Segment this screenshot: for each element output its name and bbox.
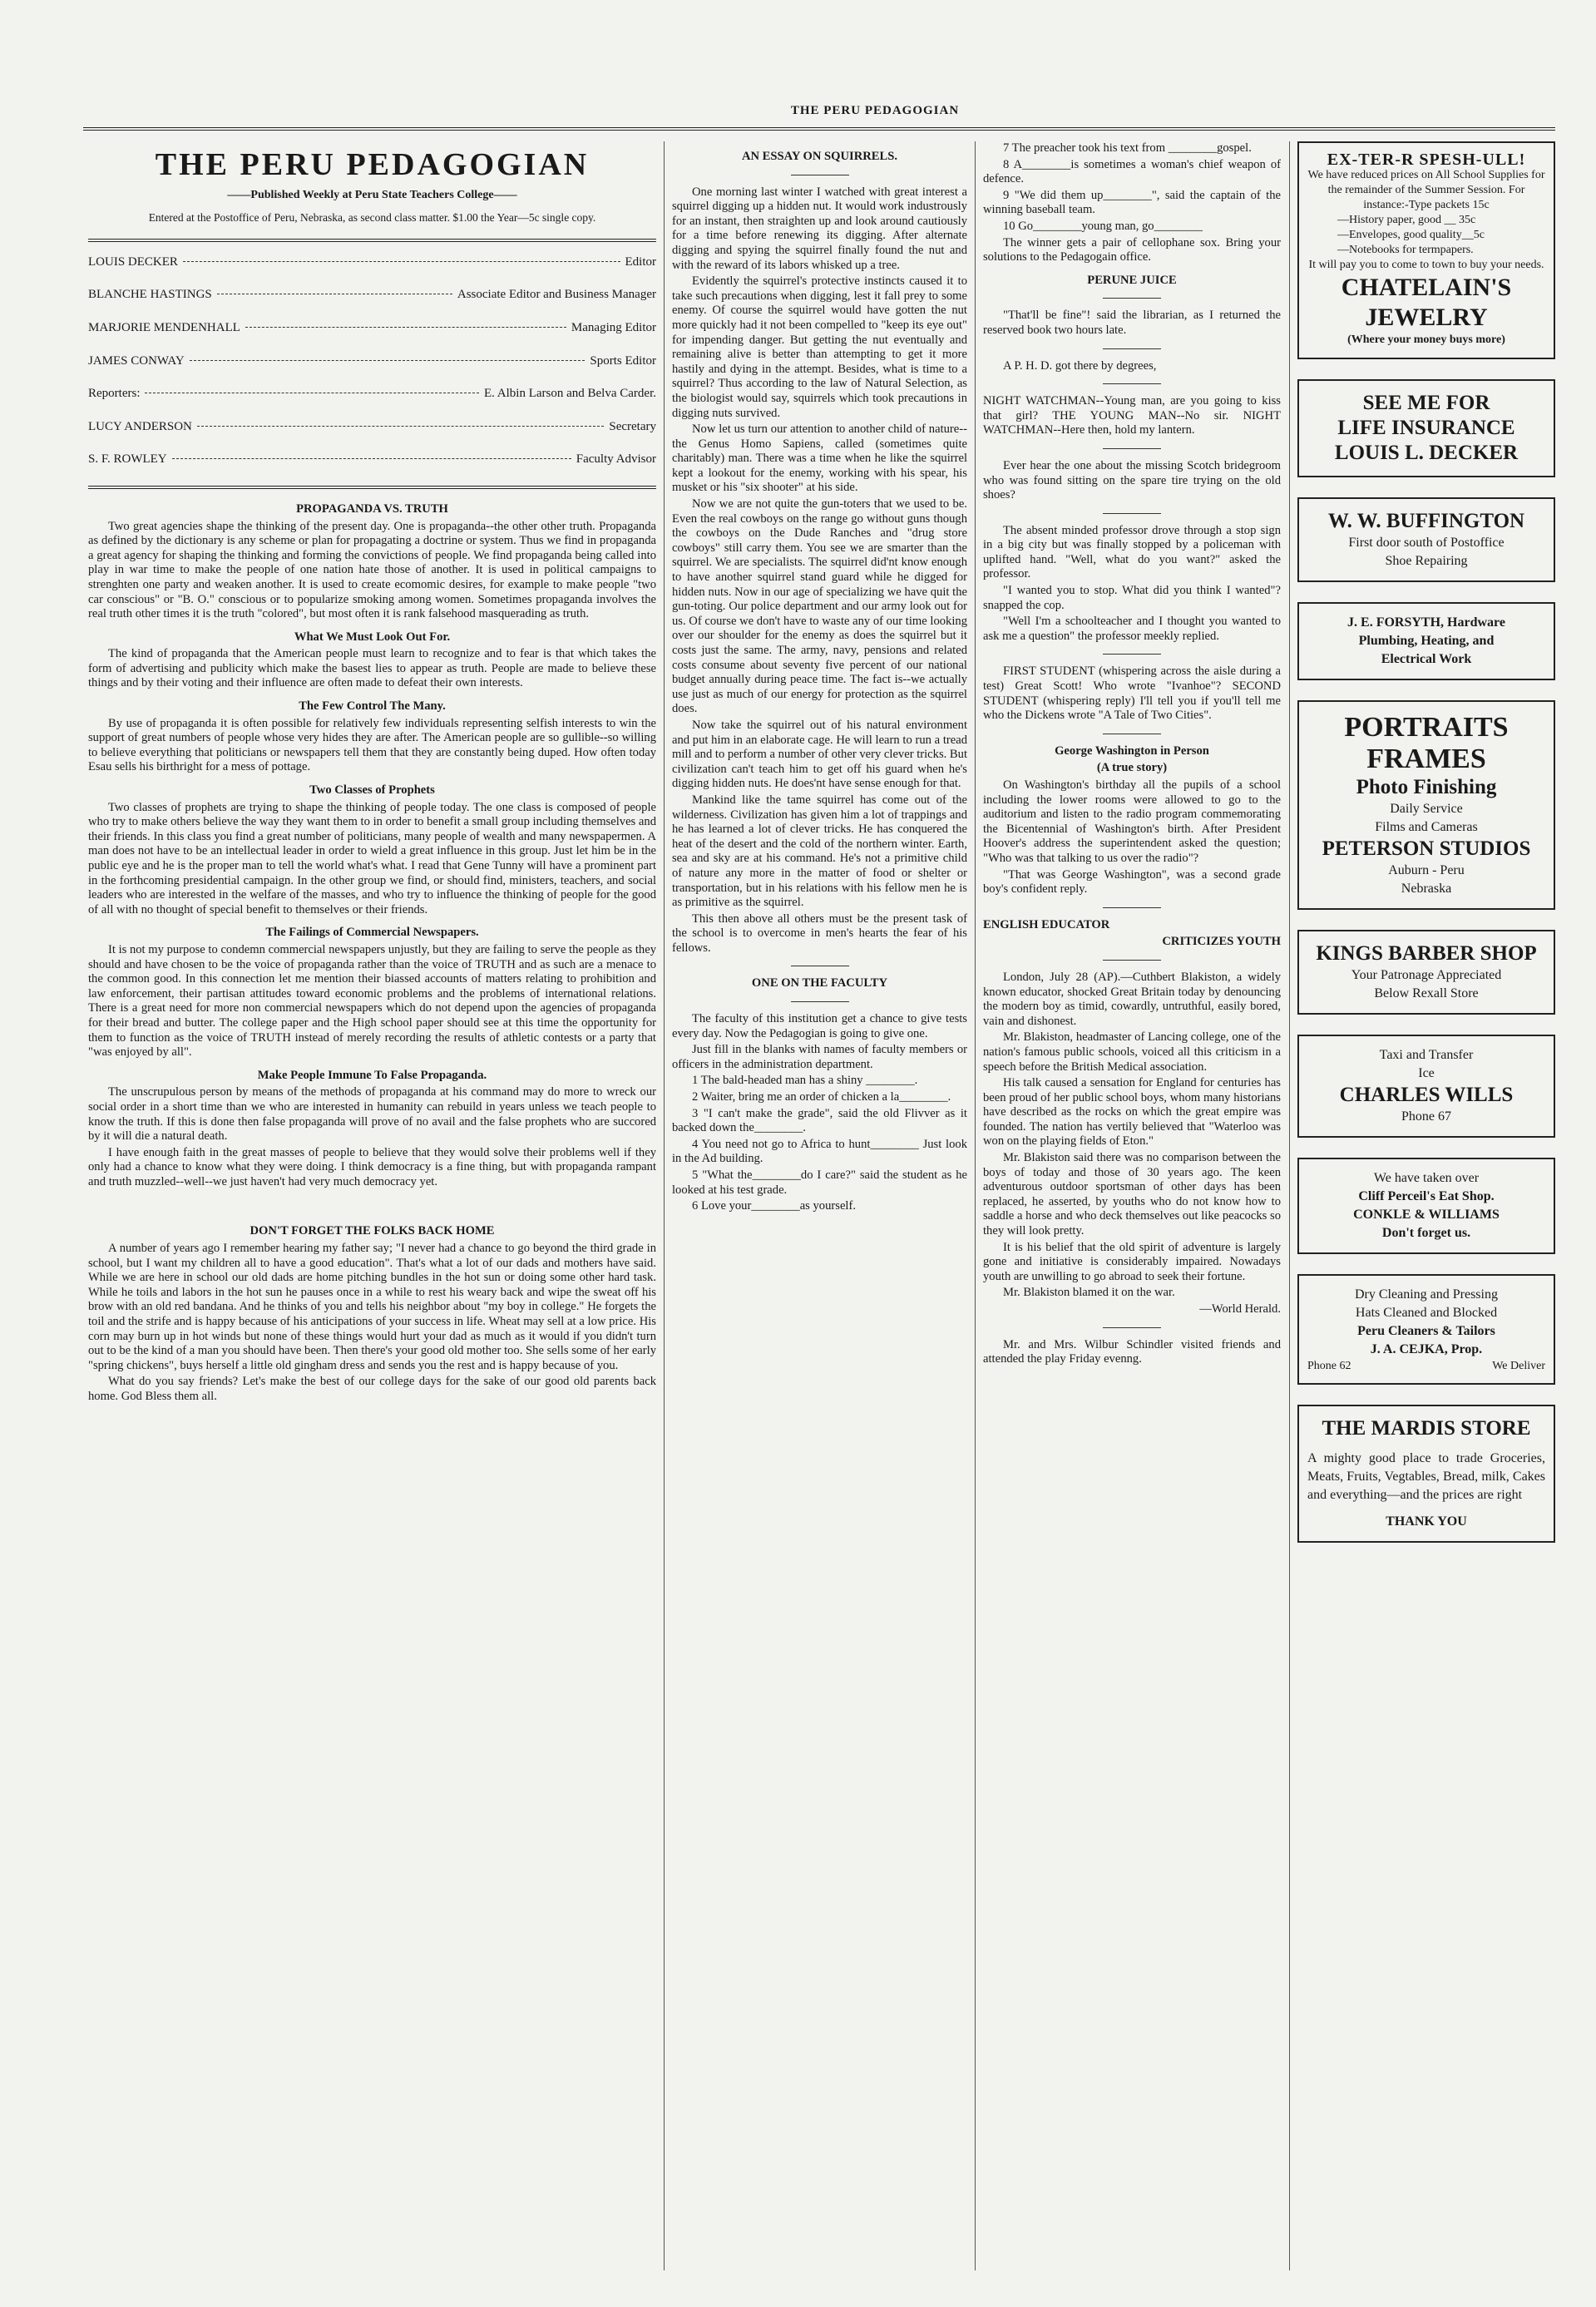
ad-shop-name: KINGS BARBER SHOP (1316, 941, 1537, 965)
staff-row (88, 387, 656, 402)
ad-text: Electrical Work (1381, 651, 1472, 666)
staff-role: Faculty Advisor (576, 452, 656, 467)
column-rule (1289, 141, 1290, 2270)
column-3 (983, 141, 1281, 1369)
ad-text: FRAMES (1366, 743, 1486, 774)
divider (1103, 348, 1161, 349)
quiz-item: 2 Waiter, bring me an order of chicken a la________. (692, 1090, 951, 1104)
quiz-item: 10 Go________young man, go________ (1003, 219, 1203, 233)
running-head: THE PERU PEDAGOGIAN (790, 104, 960, 117)
ad-text: PORTRAITS (1344, 711, 1509, 743)
ad-shop-name: W. W. BUFFINGTON (1327, 509, 1525, 532)
divider (1103, 960, 1161, 961)
article-paragraph: Now take the squirrel out of his natural environment and put him in an elaborate cage. He will learn to run a tread mill and to perform a number of other very clever tricks. But civilization can't teach him to get off his guard when he's digging hidden nuts. He does'nt have sense enough for that. (672, 718, 967, 791)
ad-text: We have reduced prices on All School Supplies for the remainder of the Summer Session. For instance:-Type packets 15c (1307, 168, 1545, 211)
article-subtitle: (A true story) (1096, 761, 1168, 775)
column-2 (672, 141, 967, 1216)
ad-mardis (1297, 1405, 1555, 1543)
ad-text: Auburn - Peru (1388, 862, 1465, 877)
staff-role: Managing Editor (571, 320, 656, 334)
quiz-item: 6 Love your________as yourself. (692, 1199, 856, 1213)
joke: A P. H. D. got there by degrees, (1003, 358, 1157, 373)
staff-row (88, 255, 656, 270)
section-heading: What We Must Look Out For. (294, 630, 451, 644)
ad-text: J. E. FORSYTH, Hardware (1347, 615, 1505, 630)
article-paragraph: Mr. Blakiston blamed it on the war. (1003, 1286, 1175, 1300)
article-headline-line2: CRITICIZES YOUTH (1162, 935, 1281, 949)
ad-text: Dry Cleaning and Pressing (1355, 1287, 1498, 1302)
ad-text: —Envelopes, good quality__5c (1337, 228, 1485, 241)
quiz-item: 4 You need not go to Africa to hunt________ Just look in the Ad building. (672, 1137, 967, 1166)
article-paragraph: The unscrupulous person by means of the methods of propaganda at his command may do more to wreck our social order in a short time than we who are interested in humanity can rebuild in years unless we teach people to know the truth. If this is done then false propaganda will prove of no avail and the false prophets who are succored by it will die a natural death. (88, 1085, 656, 1144)
ad-text: SEE ME FOR (1362, 391, 1490, 414)
quiz-item: 8 A________is sometimes a woman's chief weapon of defence. (983, 157, 1281, 186)
article-paragraph: Just fill in the blanks with names of faculty members or officers in the administration department. (672, 1043, 967, 1071)
article-paragraph: Now let us turn our attention to another child of nature--the Genus Homo Sapiens, called (sometimes quite charitably) man. There was a time when he like the squirrel kept a lookout for the enemy, working with his spear, his musket or his "six shooter" at his side. (672, 422, 967, 495)
article-headline: George Washington in Person (1055, 743, 1209, 758)
joke: "That'll be fine"! said the librarian, as I returned the reserved book two hours late. (983, 309, 1281, 337)
ad-text: Photo Finishing (1356, 775, 1497, 798)
staff-row (88, 420, 656, 435)
ad-text: Don't forget us. (1381, 1225, 1471, 1240)
ad-barber (1297, 930, 1555, 1015)
article-paragraph: Mr. Blakiston, headmaster of Lancing college, one of the nation's famous public schools, voiced all this criticism in a speech before the British Medical association. (983, 1030, 1281, 1074)
staff-name: LOUIS DECKER (88, 254, 178, 269)
ad-text: Phone 67 (1401, 1109, 1451, 1124)
ad-text: Plumbing, Heating, and (1358, 633, 1495, 648)
divider (1103, 383, 1161, 384)
article-headline: PERUNE JUICE (1087, 273, 1177, 287)
article-paragraph: On Washington's birthday all the pupils of a school including the lower rooms were allowed to go to the auditorium and listen to the radio program commemorating the Bicentennial of Washington's birth. After President Hoover's address the superintendent asked the question; "Who was that talking to us over the radio"? (983, 778, 1281, 865)
joke: "I wanted you to stop. What did you think I wanted"? snapped the cop. (983, 584, 1281, 612)
quiz-item: 5 "What the________do I care?" said the student as he looked at his test grade. (672, 1168, 967, 1197)
ad-forsyth (1297, 602, 1555, 680)
section-heading: Two Classes of Prophets (309, 783, 435, 798)
ads-column (1297, 141, 1555, 1563)
ad-text: —History paper, good __ 35c (1337, 213, 1476, 226)
divider (88, 486, 656, 489)
article-paragraph: Now we are not quite the gun-toters that we used to be. Even the real cowboys on the range go without guns though the cowboys on the Dude Ranches and "drug store cowboys" still carry them. You see we are smarter than the squirrel. We are specialists. The squirrel did'nt know enough to have another squirrel stand guard while he digged for hidden nuts. Now in our age of specializing we have quit the gun-toting. Our police department and our army look out for us. Of course we don't have to waste any of our time looking over our shoulder for the enemy as does the squirrel but it costs just the same. The army, navy, pensions and related costs consume about seventy five percent of our national budget annually during peace time. The fact is--we actually use just as much of our energy for protection as the squirrel does. (672, 497, 967, 716)
ad-text: LOUIS L. DECKER (1334, 441, 1519, 464)
staff-role: Sports Editor (590, 353, 656, 368)
joke: NIGHT WATCHMAN--Young man, are you going to kiss that girl? THE YOUNG MAN--No sir. NIGHT WATCHMAN--Here then, hold my lantern. (983, 394, 1281, 437)
article-paragraph: It is his belief that the old spirit of adventure is largely gone and initiative is considerably impaired. Nowadays youth are unwilling to go abroad to seek their fortune. (983, 1240, 1281, 1283)
masthead-published: ——Published Weekly at Peru State Teachers College—— (227, 188, 517, 201)
ad-text: Films and Cameras (1375, 819, 1478, 834)
divider (1103, 654, 1161, 655)
article-headline: ONE ON THE FACULTY (751, 976, 888, 990)
divider (791, 1001, 849, 1002)
article-headline: ENGLISH EDUCATOR (983, 917, 1110, 931)
ad-text: Peru Cleaners & Tailors (1357, 1323, 1495, 1338)
article-paragraph: Mr. Blakiston said there was no comparison between the boys of today and those of 30 years ago. The keen adventurous outdoor sportsman of other days has been replaced, he asserted, by youths who do not know how to saddle a horse and who deck themselves out like peacocks so they will look pretty. (983, 1151, 1281, 1238)
ad-shop-name: CONKLE & WILLIAMS (1353, 1207, 1500, 1222)
column-rule (664, 141, 665, 2270)
ad-text: We have taken over (1373, 1170, 1480, 1185)
article-paragraph: A number of years ago I remember hearing my father say; "I never had a chance to go beyond the third grade in school, but I want my children all to have a good education". That's what a lot of our dads and mothers have said. While we are here in school our old dads are home pitching bundles in the hot sun or doing some other hard task. While he toils and labors in the hot sun he pauses once in a while to rest his weary back and wipe the sweat off his brow with an old red bandana. And he thinks of you and tells his neighbor about "my boy in college." He forgets the toil and the strife and is happy because of his anticipations of your success in life. Wheat may sell at a low price. His corn may burn up in hot winds but none of these things would hurt your dad as much as it would if you didn't turn out to be the kind of a man you should have been. Then there's your good old mother too. She sells some of her early "spring chickens", buys herself a little old gingham dress and sends you the rest and is happy because of you. (88, 1242, 656, 1372)
article-paragraph: "That was George Washington", was a second grade boy's confident reply. (983, 867, 1281, 897)
article-paragraph: This then above all others must be the present task of the school is to overcome in men's hearts the fear of his fellows. (672, 911, 967, 955)
staff-name: LUCY ANDERSON (88, 419, 192, 433)
divider (88, 239, 656, 242)
article-paragraph: Mr. and Mrs. Wilbur Schindler visited friends and attended the play Friday evenng. (983, 1337, 1281, 1366)
ad-chatelain (1297, 141, 1555, 359)
article-headline: DON'T FORGET THE FOLKS BACK HOME (250, 1224, 495, 1238)
section-heading: The Failings of Commercial Newspapers. (265, 926, 479, 940)
divider (1103, 298, 1161, 299)
staff-name: S. F. ROWLEY (88, 452, 167, 467)
article-headline: PROPAGANDA VS. TRUTH (296, 501, 448, 516)
staff-name: JAMES CONWAY (88, 353, 185, 368)
article-paragraph: What do you say friends? Let's make the best of our college days for the sake of our good old parents back home. God Bless them all. (88, 1375, 656, 1403)
article-paragraph: I have enough faith in the great masses of people to believe that they would solve their problems well if they only had a chance to know what they were doing. I think democracy is a fine thing, but with propaganda rampant and truth muzzled--well--we just haven't had very much democracy yet. (88, 1145, 656, 1188)
ad-text: Nebraska (1401, 881, 1452, 896)
quiz-item: 3 "I can't make the grade", said the old Flivver as it backed down the________. (672, 1106, 967, 1135)
joke: The absent minded professor drove through a stop sign in a big city but was finally stopped by a policeman with uplifted hand. "Well, what do you want?" asked the professor. (983, 523, 1281, 581)
staff-name: MARJORIE MENDENHALL (88, 320, 240, 334)
ad-text: LIFE INSURANCE (1337, 416, 1515, 439)
article-source: —World Herald. (1199, 1302, 1281, 1316)
staff-name: Reporters: (88, 387, 141, 401)
staff-role: Editor (625, 254, 656, 269)
newspaper-page (83, 96, 1555, 2275)
ad-conkle (1297, 1158, 1555, 1254)
ad-text: —Notebooks for termpapers. (1337, 243, 1474, 256)
ad-title: EX-TER-R SPESH-ULL! (1327, 151, 1526, 169)
ad-wills (1297, 1035, 1555, 1138)
staff-list (88, 255, 656, 467)
article-paragraph: His talk caused a sensation for England for centuries has been proud of her public school boys, whom many historians have described as the rocks on which the great empire was founded. The nation has vertily believed that "Waterloo was won on the playing fields of Eton." (983, 1076, 1281, 1149)
ad-cejka (1297, 1274, 1555, 1386)
article-paragraph: Two great agencies shape the thinking of the present day. One is propaganda--the other other truth. Propaganda as defined by the dictionary is any scheme or plan for propagating a doctrine or system. Thus we find in propaganda a great agency for shaping the thinking and forming the convictions of people. We find propaganda being called into play in war time to make the people of one nation hate those of another. It is used in political campaigns to strenghten one party and weaken another. It is used to create ecomomic desires, for example to make people "two car conscious" or "B. O." conscious or to popularize smoking among women. Sometimes propaganda involves the real truth other times it is the truth "colored", but most often it is rank falsehood masquerading as truth. (88, 519, 656, 621)
ad-shop-name: PETERSON STUDIOS (1322, 837, 1531, 860)
ad-phone: Phone 62 (1307, 1359, 1351, 1372)
ad-shop-name: THE MARDIS STORE (1322, 1417, 1531, 1440)
ad-shop-name: CHARLES WILLS (1339, 1083, 1514, 1106)
ad-text: Taxi and Transfer (1379, 1047, 1474, 1062)
section-heading: The Few Control The Many. (299, 699, 446, 714)
article-paragraph: London, July 28 (AP).—Cuthbert Blakiston, a widely known educator, shocked Great Britain today by denouncing the modern boy as timid, cowardly, untruthful, easily bored, vain and dishonest. (983, 970, 1281, 1028)
ad-text: Below Rexall Store (1374, 986, 1479, 1000)
article-paragraph: It is not my purpose to condemn commercial newspapers unjustly, but they are failing to serve the people as they should and have chosen to be the voice of propaganda rather than the voice of TRUTH and as such are a menace to the common good. In this connection let me mention their biassed accounts of matters relating to prohibition and law enforcement, their partisan attitudes toward economic problems and the problems of international relations. There is a great need for more non commercial newspapers which do not depend upon the agencies of propaganda for their bread and butter. The college paper and the High school paper should see at this time the opportunity for them to function as the voice of TRUTH instead of merely recording the results of athletic contests or a party that "was enjoyed by all". (88, 942, 656, 1060)
article-paragraph: By use of propaganda it is often possible for relatively few individuals representing selfish interests to win the support of great numbers of people whose very hides they are after. The American people are so gullible--so willing to believe everything that politicians or newspapers tell them that they are constantly being duped. How often today Esau sells his birthright for a mess of pottage. (88, 716, 656, 774)
ad-text: Shoe Repairing (1385, 553, 1468, 568)
ad-text: A mighty good place to trade Groceries, Meats, Fruits, Vegtables, Bread, milk, Cakes and everything—and the prices are right (1307, 1451, 1545, 1503)
staff-row (88, 288, 656, 303)
quiz-item: 1 The bald-headed man has a shiny ________. (692, 1074, 918, 1088)
ad-text: First door south of Postoffice (1348, 535, 1505, 550)
staff-role: Associate Editor and Business Manager (457, 288, 656, 302)
ad-text: It will pay you to come to town to buy your needs. (1308, 258, 1544, 271)
ad-text: Your Patronage Appreciated (1351, 967, 1502, 982)
ad-text: Hats Cleaned and Blocked (1355, 1305, 1498, 1320)
ad-text: J. A. CEJKA, Prop. (1370, 1341, 1483, 1356)
ad-text: Ice (1418, 1065, 1435, 1080)
staff-row (88, 354, 656, 369)
joke: FIRST STUDENT (whispering across the aisle during a test) Great Scott! Who wrote "Ivanhoe"? SECOND STUDENT (whispering reply) I'll tell you if you'll tell me who the Dickens wrote "A Tale of Two Cities". (983, 664, 1281, 723)
divider (1103, 448, 1161, 449)
article-headline: AN ESSAY ON SQUIRRELS. (741, 150, 898, 163)
ad-peterson (1297, 700, 1555, 910)
article-paragraph: Mankind like the tame squirrel has come out of the wilderness. Civilization has given him a lot of trappings and he has learned a lot of clever tricks. He has conquered the heat of the desert and the cold of the northern winter. Earth, sea and sky are at his command. He's not a primitive child of nature any more in the matter of food or shelter or transportation, but in his relations with his fellow men he is as primitive as the squirrel. (672, 793, 967, 910)
ad-tagline: (Where your money buys more) (1347, 333, 1505, 346)
ad-shop-name: JEWELRY (1365, 303, 1488, 331)
staff-role: Secretary (609, 419, 656, 433)
masthead-entry: Entered at the Postoffice of Peru, Nebraska, as second class matter. $1.00 the Year—5c single copy. (148, 211, 596, 225)
ad-row (1307, 1359, 1545, 1374)
ad-text: THANK YOU (1386, 1514, 1467, 1529)
quiz-item: The winner gets a pair of cellophane sox. Bring your solutions to the Pedagogain office. (983, 235, 1281, 264)
divider (1103, 513, 1161, 514)
staff-row (88, 321, 656, 336)
ad-buffington (1297, 497, 1555, 582)
joke: "Well I'm a schoolteacher and I thought you wanted to ask me a question" the professor meekly replied. (983, 615, 1281, 643)
top-rule (83, 127, 1555, 131)
joke: Ever hear the one about the missing Scotch bridegroom who was found sitting on the spare tire trying on the old shoes? (983, 458, 1281, 502)
column-rule (975, 141, 976, 2270)
ad-shop-name: CHATELAIN'S (1341, 273, 1512, 301)
ad-insurance (1297, 379, 1555, 477)
divider (1103, 907, 1161, 908)
article-paragraph: Two classes of prophets are trying to shape the thinking of people today. The one class is composed of people who try to make others believe the way they want them to in order to benefit a small group including themselves and their friends. In this class you find a great number of politicians, many people of wealth and many newspapermen. A man does not have to be an intellectual leader in order to wield a great influence in this group. Just let him be in the public eye and he is the proper man to tell the world what's what. I read that Gene Tunny will have a prominent part in the forthcoming presidential campaign. In the other group we find, or should find, ministers, teachers, and social leaders who are interested in the welfare of the masses, and who try to influence the thinking of people for the good of all with no thought of special benefit to themselves or their friends. (88, 800, 656, 916)
article-paragraph: One morning last winter I watched with great interest a squirrel digging up a hidden nut. It would work industrously for an instant, then straighten up and look around cautiously for a time before renewing its digging. After alternate digging and spying the squirrel finally found the nut and with the reward of its labors whisked up a tree. (672, 185, 967, 272)
masthead-title: THE PERU PEDAGOGIAN (155, 147, 590, 182)
ad-text: Cliff Perceil's Eat Shop. (1358, 1188, 1495, 1203)
staff-name: BLANCHE HASTINGS (88, 288, 212, 302)
article-paragraph: Evidently the squirrel's protective instincts caused it to take such precautions when digging, lest it fall prey to some enemy. Of course the squirrel would have gotten the nut more quickly had it not been compelled to "keep its eye out" for impending danger. But getting the nut eventually and remaining alive is better than attempting to get it more hastily and dying in the attempt. Besides, what is time to a squirrel? Thus according to the law of Natural Selection, as the biologist would say, squirrels which took precautions in digging nuts survived. (672, 274, 967, 420)
divider (1103, 1327, 1161, 1328)
quiz-item: 7 The preacher took his text from ________gospel. (1003, 141, 1252, 155)
article-paragraph: The kind of propaganda that the American people must learn to recognize and to fear is that which takes the form of advertising and publicity which make the basest lies to appear as truth. People are made to believe these things and by their voting and their influence are often made to defeat their own interests. (88, 647, 656, 690)
ad-text: We Deliver (1492, 1359, 1545, 1372)
column-1 (88, 141, 656, 1406)
quiz-item: 9 "We did them up________", said the captain of the winning baseball team. (983, 188, 1281, 217)
staff-role: E. Albin Larson and Belva Carder. (483, 387, 656, 401)
staff-row (88, 452, 656, 467)
section-heading: Make People Immune To False Propaganda. (257, 1068, 487, 1082)
article-paragraph: The faculty of this institution get a chance to give tests every day. Now the Pedagogian is going to give one. (672, 1012, 967, 1040)
ad-text: Daily Service (1390, 801, 1463, 816)
